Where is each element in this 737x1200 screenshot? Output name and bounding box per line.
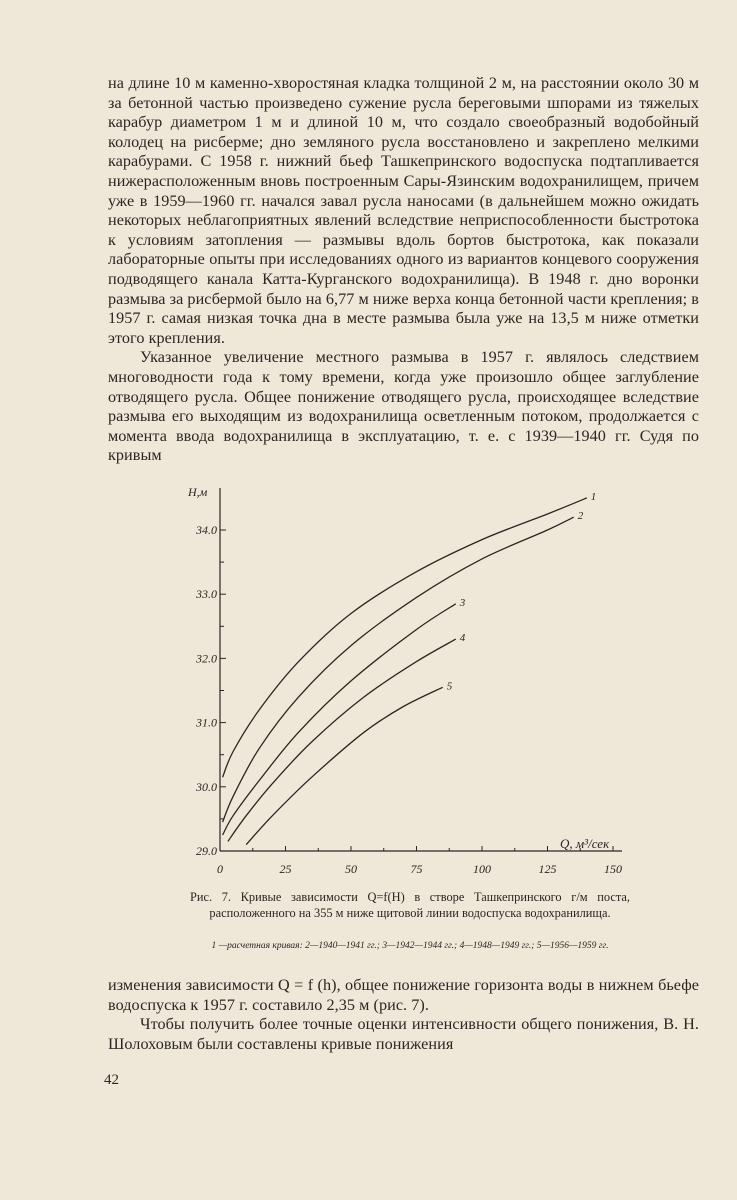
x-tick-label: 125 [538, 862, 557, 876]
x-tick-label: 150 [604, 862, 622, 876]
paragraph-3: изменения зависимости Q = f (h), общее понижение горизонта воды в нижнем бьефе водоспуска к 1957 г. составило 2,35 м (рис. 7). [108, 976, 699, 1014]
paragraph-1: на длине 10 м каменно-хворостяная кладка толщиной 2 м, на расстоянии около 30 м за бетонной частью произведено сужение русла береговыми шпорами из тяжелых карабур диаметром 1 м и длиной 10 м, что создало своеобразный водобойный колодец на рисберме; дно земляного русла восстановлено и закреплено мелкими карабурами. С 1958 г. нижний бьеф Ташкепринского водоспуска подтапливается нижерасположенным вновь построенным Сары-Язинским водохранилищем, причем уже в 1959—1960 гг. начался завал русла наносами (в дальнейшем можно ожидать некоторых неблагоприятных явлений вследствие неприспособленности быстротока к условиям затопления — размывы вдоль бортов быстротока, как показали лабораторные опыты при исследованиях одного из вариантов концевого сооружения подводящего канала Катта-Курганского водохранилища). В 1948 г. дно воронки размыва за рисбермой было на 6,77 м ниже верха конца бетонной части крепления; в 1957 г. самая низкая точка дна в месте размыва была уже на 13,5 м ниже отметки этого крепления. [108, 74, 699, 347]
chart-series [223, 498, 587, 845]
x-tick-label: 0 [217, 862, 223, 876]
y-tick-label: 32.0 [196, 651, 217, 666]
chart-labels [187, 485, 622, 876]
x-tick-label: 50 [345, 862, 357, 876]
y-tick-label: 34.0 [196, 523, 217, 537]
y-tick-label: 31.0 [196, 715, 217, 730]
y-tick-label: 29.0 [196, 844, 217, 858]
paragraph-2: Указанное увеличение местного размыва в 1957 г. являлось следствием многоводности года к тому времени, когда уже произошло общее заглубление отводящего русла. Общее понижение отводящего русла, происходящее вследствие размыва его выходящим из водохранилища осветленным потоком, продолжается с момента ввода водохранилища в эксплуатацию, т. е. с 1939—1940 гг. Судя по кривым [108, 348, 699, 465]
series-line-2 [223, 517, 574, 822]
paragraph-4: Чтобы получить более точные оценки интенсивности общего понижения, В. Н. Шолоховым были составлены кривые понижения [108, 1015, 699, 1053]
series-label-5: 5 [446, 680, 453, 693]
caption-text: Рис. 7. Кривые зависимости Q=f(H) в створе Ташкепринского г/м поста, расположенного на 355 м ниже щитовой линии водоспуска водохранилища. [190, 890, 630, 920]
x-axis-label: Q, м³/сек [560, 836, 610, 851]
x-tick-label: 100 [473, 862, 491, 876]
series-line-5 [246, 687, 443, 844]
series-label-1: 1 [590, 490, 597, 503]
figure-legend: 1 —расчетная кривая: 2—1940—1941 гг.; 3—1942—1944 гг.; 4—1948—1949 гг.; 5—1956—1959 гг. [211, 941, 609, 951]
body-text-bottom [108, 976, 699, 1054]
series-label-3: 3 [459, 596, 466, 609]
x-tick-label: 25 [279, 862, 292, 876]
y-tick-label: 33.0 [196, 587, 217, 602]
figure-caption [190, 889, 630, 921]
y-axis-label: H,м [188, 485, 208, 499]
series-label-4: 4 [459, 632, 466, 645]
series-line-4 [228, 639, 456, 841]
x-tick-label: 75 [410, 862, 423, 876]
series-label-2: 2 [577, 510, 584, 523]
y-tick-label: 30.0 [196, 779, 217, 794]
chart-axes [220, 488, 622, 851]
page-number: 42 [104, 1072, 119, 1088]
